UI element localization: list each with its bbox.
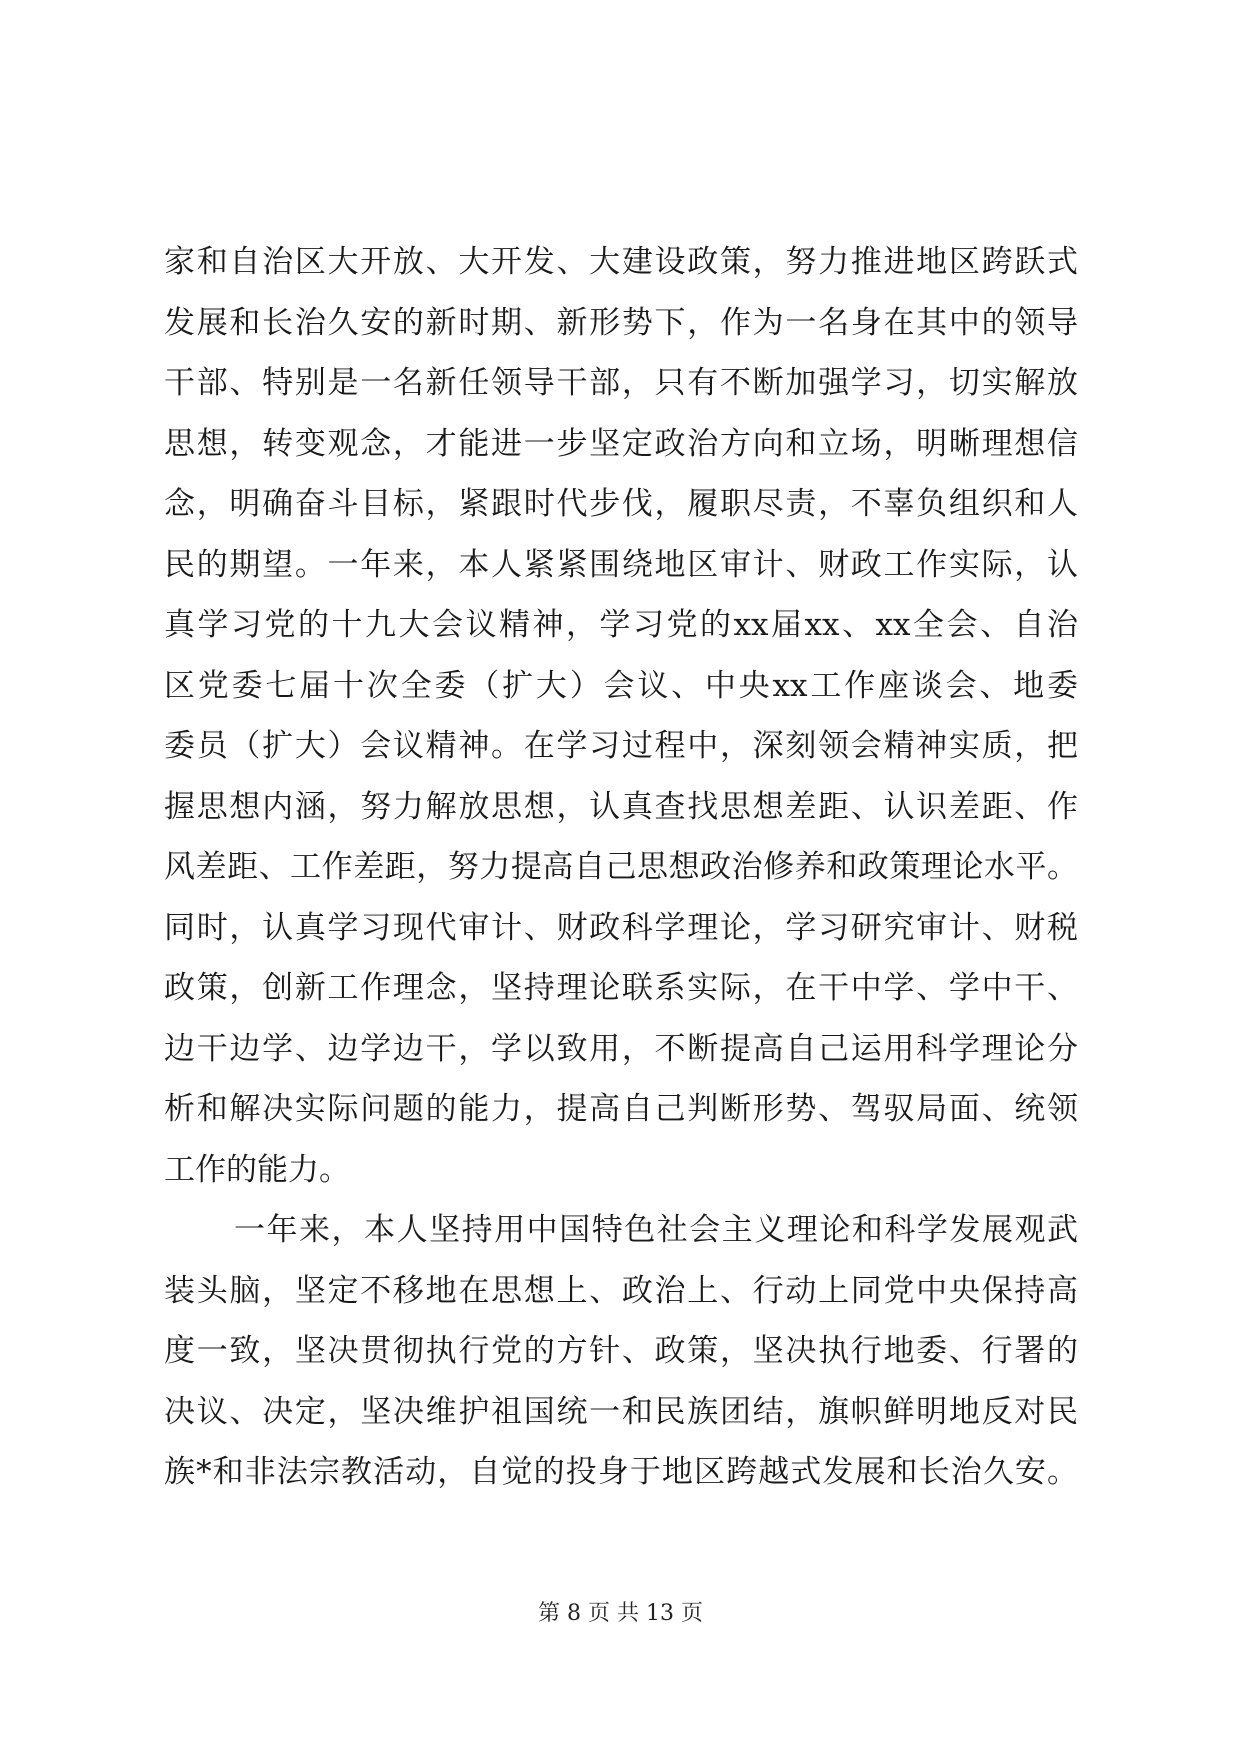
text-line: 析和解决实际问题的能力，提高自己判断形势、驾驭局面、统领 <box>164 1091 1078 1127</box>
text-line: 思想，转变观念，才能进一步坚定政治方向和立场，明晰理想信 <box>164 425 1078 462</box>
text-line: 族*和非法宗教活动，自觉的投身于地区跨越式发展和长治久安。 <box>164 1454 1078 1490</box>
text-line: 边干边学、边学边干，学以致用，不断提高自己运用科学理论分 <box>164 1030 1078 1067</box>
text-line: 装头脑，坚定不移地在思想上、政治上、行动上同党中央保持高 <box>164 1272 1078 1309</box>
text-line: 干部、特别是一名新任领导干部，只有不断加强学习，切实解放 <box>164 365 1078 401</box>
text-line: 一年来，本人坚持用中国特色社会主义理论和科学发展观武 <box>234 1212 1078 1248</box>
text-line: 决议、决定，坚决维护祖国统一和民族团结，旗帜鲜明地反对民 <box>164 1393 1078 1430</box>
text-line: 委员（扩大）会议精神。在学习过程中，深刻领会精神实质，把 <box>164 728 1078 764</box>
paragraph-1 <box>164 232 1078 1200</box>
text-line: 念，明确奋斗目标，紧跟时代步伐，履职尽责，不辜负组织和人 <box>164 486 1078 522</box>
text-line: 度一致，坚决贯彻执行党的方针、政策，坚决执行地委、行署的 <box>164 1333 1078 1369</box>
body-text <box>164 232 1078 1503</box>
text-line: 风差距、工作差距，努力提高自己思想政治修养和政策理论水平。 <box>164 849 1078 885</box>
text-line: 握思想内涵，努力解放思想，认真查找思想差距、认识差距、作 <box>164 788 1078 825</box>
text-line: 政策，创新工作理念，坚持理论联系实际，在干中学、学中干、 <box>164 970 1078 1006</box>
text-line: 民的期望。一年来，本人紧紧围绕地区审计、财政工作实际，认 <box>164 546 1078 583</box>
paragraph-2 <box>164 1200 1078 1503</box>
text-line: 发展和长治久安的新时期、新形势下，作为一名身在其中的领导 <box>164 304 1078 341</box>
text-line: 家和自治区大开放、大开发、大建设政策，努力推进地区跨跃式 <box>164 244 1078 280</box>
text-line: 区党委七届十次全委（扩大）会议、中央xx工作座谈会、地委 <box>164 667 1078 704</box>
text-line: 工作的能力。 <box>164 1151 350 1188</box>
page-number-footer: 第 8 页 共 13 页 <box>538 1601 703 1626</box>
text-line: 同时，认真学习现代审计、财政科学理论，学习研究审计、财税 <box>164 909 1078 946</box>
text-line: 真学习党的十九大会议精神，学习党的xx届xx、xx全会、自治 <box>164 607 1078 643</box>
